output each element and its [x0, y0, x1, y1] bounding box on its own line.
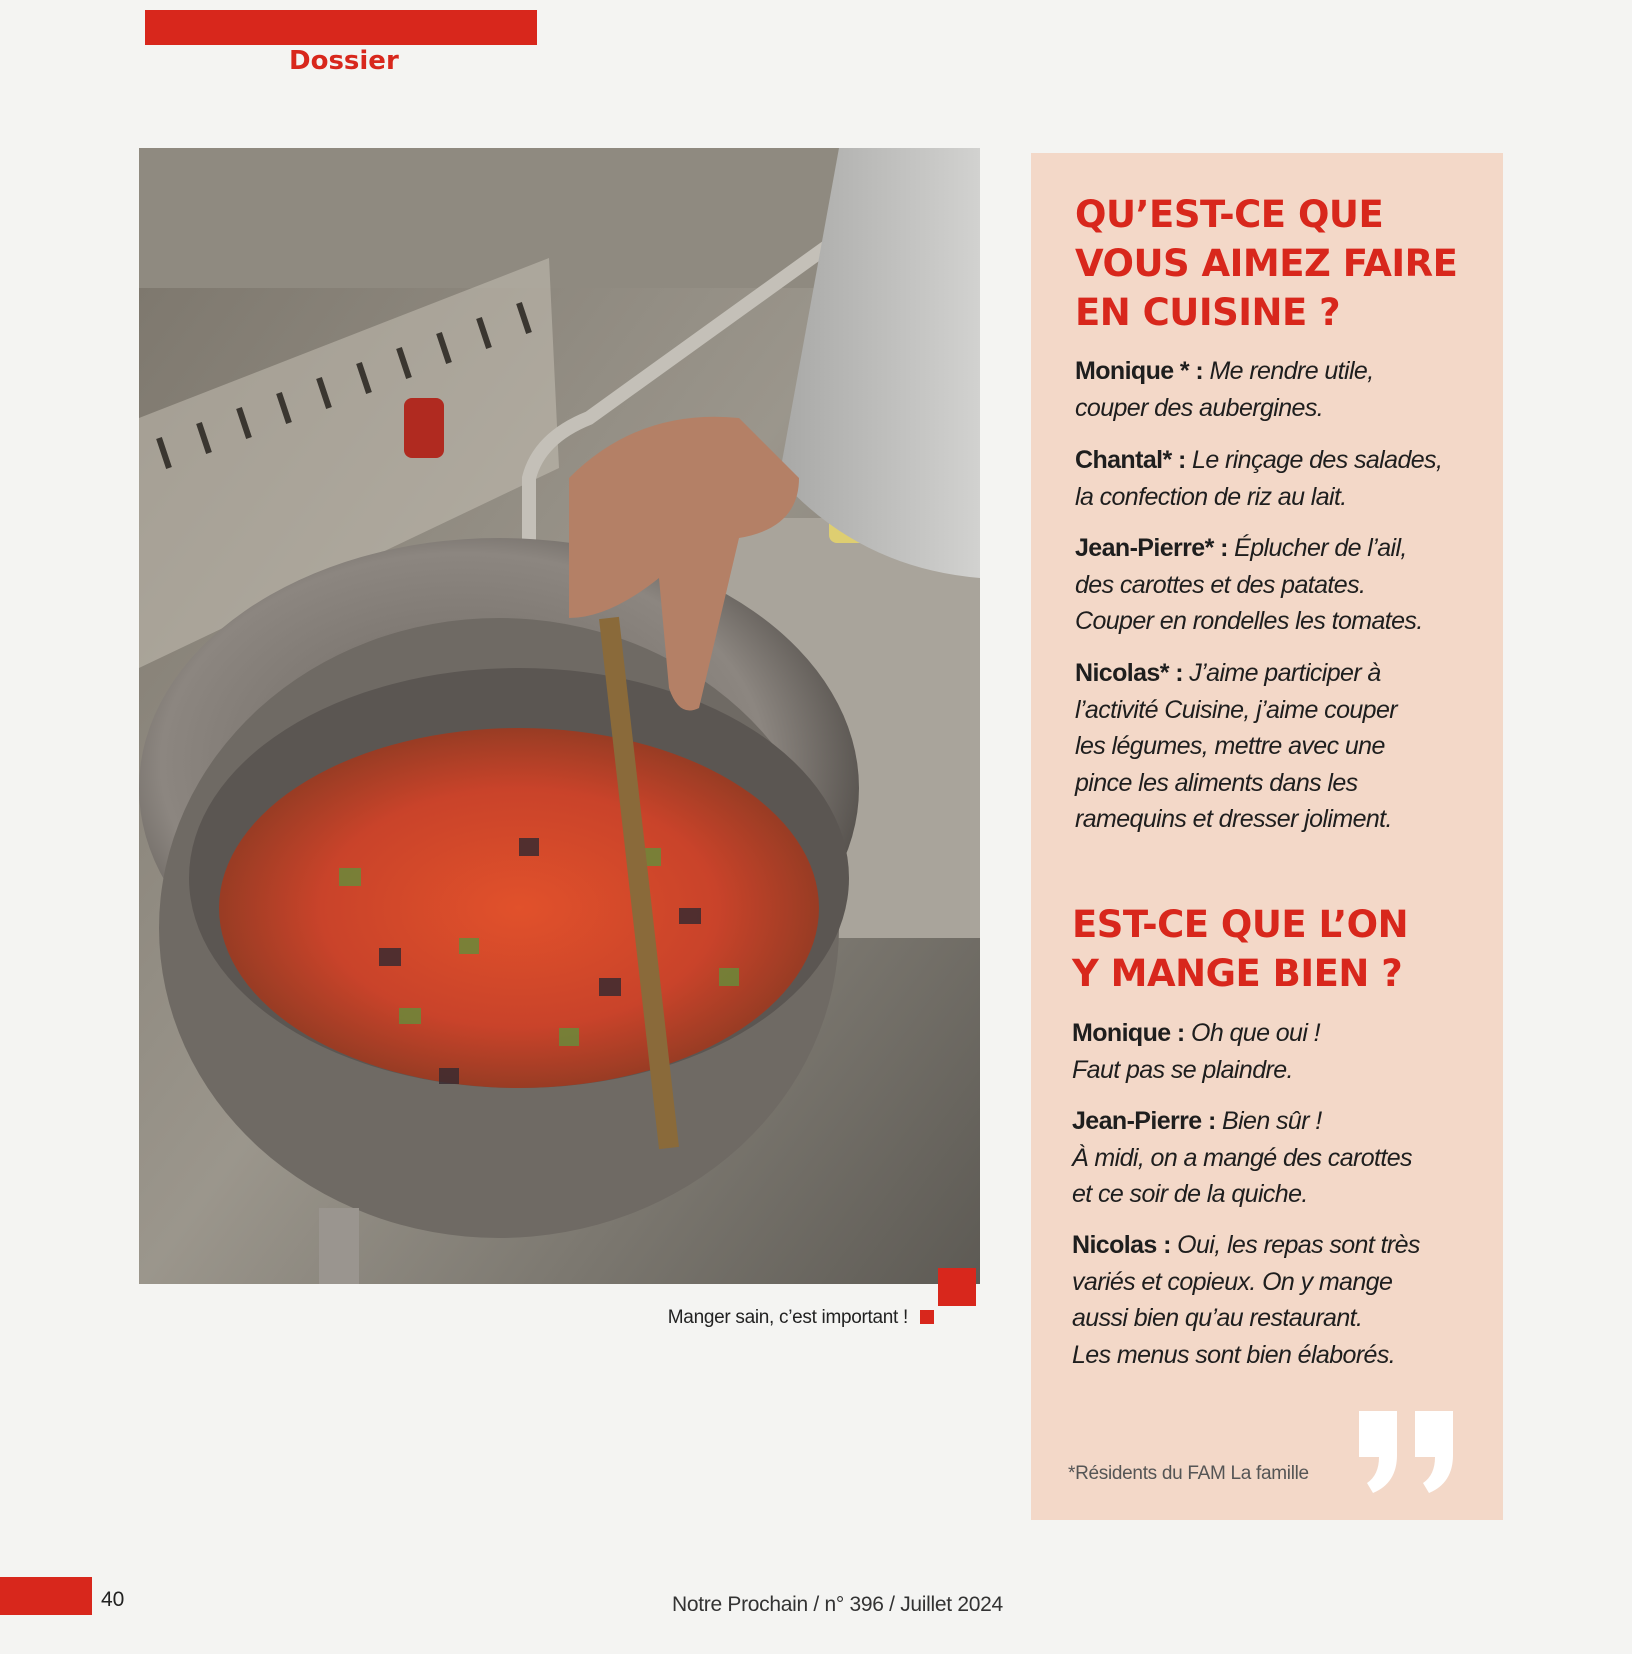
heading-cooking-question: QU’EST-CE QUE VOUS AIMEZ FAIRE EN CUISINE ? [1075, 193, 1458, 334]
footer-accent-bar [0, 1577, 92, 1615]
heading-eating-question: EST-CE QUE L’ON Y MANGE BIEN ? [1072, 903, 1409, 995]
answer-jean-pierre-1: Jean-Pierre* : Éplucher de l’ail, des carottes et des patates. Couper en rondelles les tomates. [1075, 534, 1423, 635]
interview-panel [1031, 153, 1503, 1520]
footnote: *Résidents du FAM La famille [1068, 1463, 1309, 1484]
photo-caption: Manger sain, c’est important ! [667, 1307, 908, 1328]
answer-monique-2: Monique : Oh que oui ! Faut pas se plaindre. [1072, 1019, 1320, 1084]
publication-info: Notre Prochain / n° 396 / Juillet 2024 [672, 1593, 1003, 1616]
answer-monique-1: Monique * : Me rendre utile, couper des aubergines. [1075, 357, 1374, 422]
answer-nicolas-1: Nicolas* : J’aime participer à l’activité Cuisine, j’aime couper les légumes, mettre avec une pince les aliments dans les ramequins et dresser joliment. [1075, 659, 1398, 833]
page-number: 40 [101, 1588, 125, 1611]
answer-chantal: Chantal* : Le rinçage des salades, la confection de riz au lait. [1075, 446, 1443, 511]
cooking-photo [139, 148, 980, 1284]
closing-quote-icon [1353, 1405, 1463, 1495]
answer-jean-pierre-2: Jean-Pierre : Bien sûr ! À midi, on a mangé des carottes et ce soir de la quiche. [1072, 1107, 1412, 1208]
caption-accent-square [938, 1268, 976, 1306]
section-label: Dossier [289, 46, 399, 76]
caption-bullet [920, 1310, 934, 1324]
header-accent-bar [145, 10, 537, 45]
answer-nicolas-2: Nicolas : Oui, les repas sont très variés et copieux. On y mange aussi bien qu’au restaurant. Les menus sont bien élaborés. [1072, 1231, 1420, 1369]
